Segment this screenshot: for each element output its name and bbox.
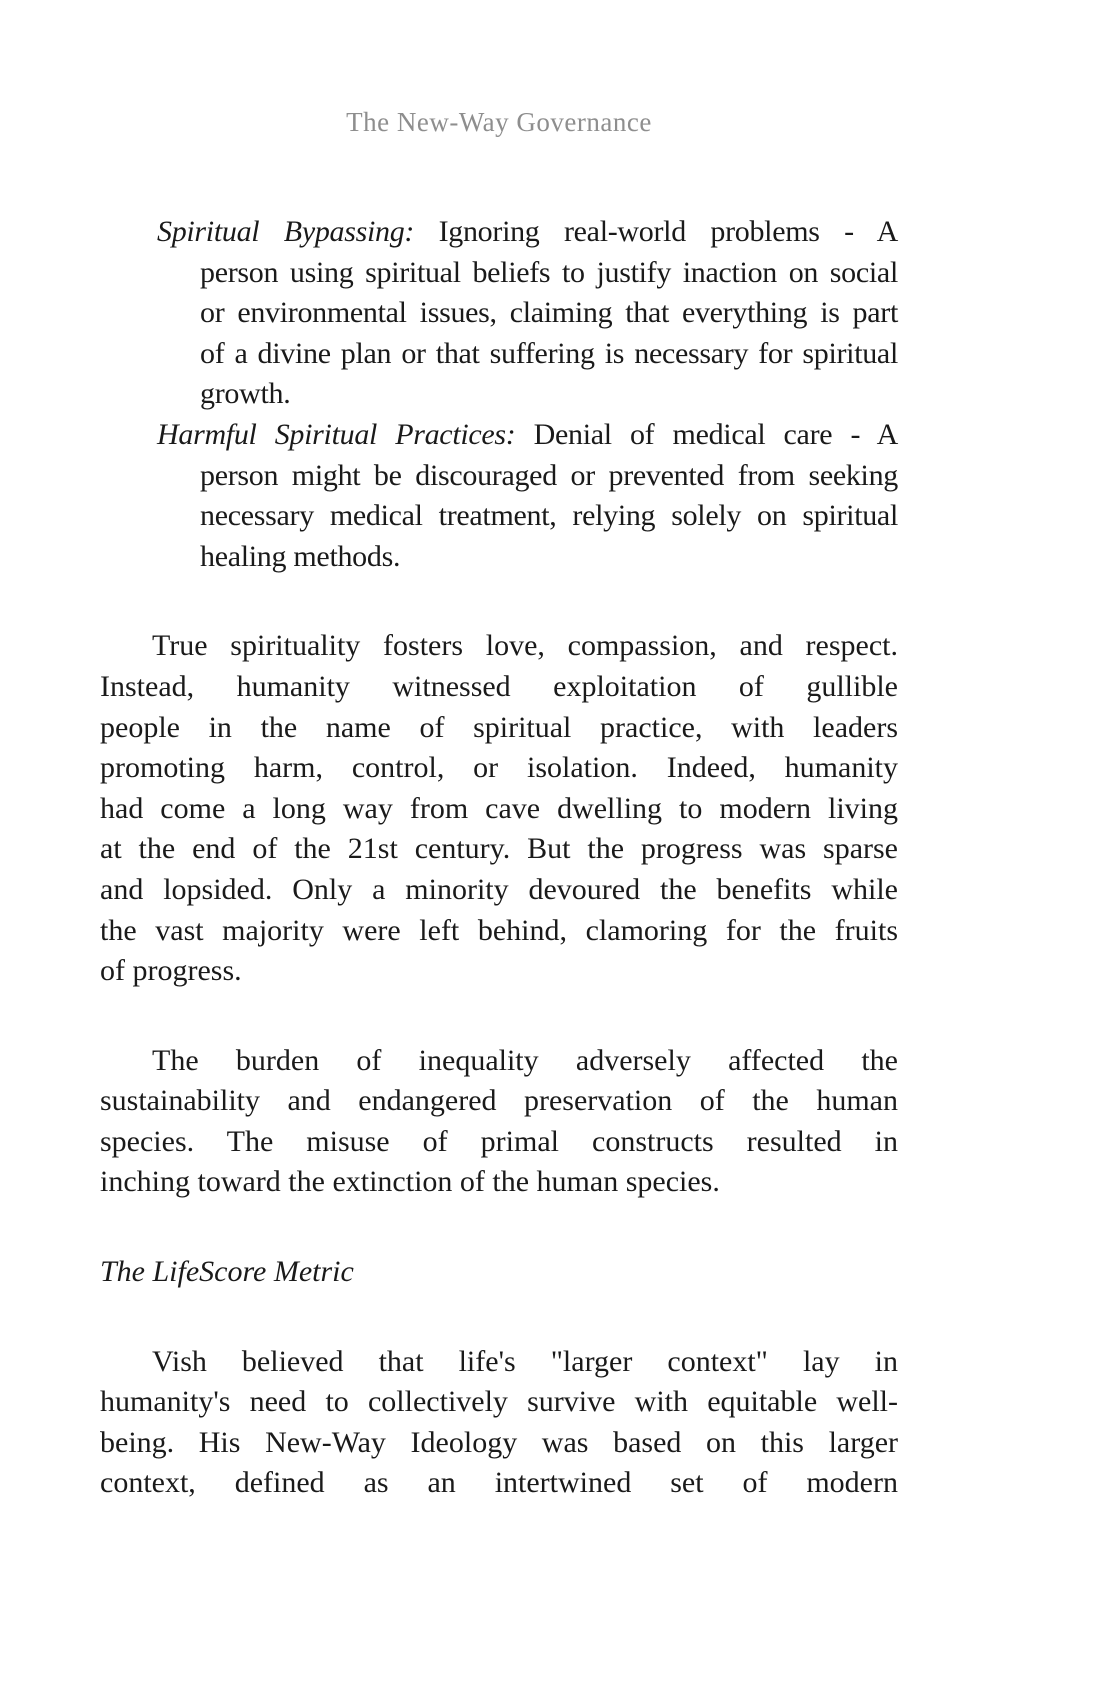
text-line: necessary medical treatment, relying solely on spiritual bbox=[200, 499, 898, 533]
text-line: growth. bbox=[200, 377, 291, 411]
text-line: of a divine plan or that suffering is necessary for spiritual bbox=[200, 336, 898, 370]
text-line: had come a long way from cave dwelling to modern living bbox=[100, 791, 898, 825]
text-line: True spirituality fosters love, compassion, and respect. bbox=[152, 629, 898, 663]
text-line: people in the name of spiritual practice, with leaders bbox=[100, 710, 898, 744]
paragraph bbox=[100, 626, 898, 991]
text-line: promoting harm, control, or isolation. Indeed, humanity bbox=[100, 751, 898, 785]
definition-term: Spiritual Bypassing: bbox=[157, 215, 415, 248]
text-line: The burden of inequality adversely affected the bbox=[152, 1043, 898, 1077]
section-heading: The LifeScore Metric bbox=[100, 1255, 354, 1289]
text-line: being. His New-Way Ideology was based on this larger bbox=[100, 1425, 898, 1459]
definition-term: Harmful Spiritual Practices: bbox=[157, 417, 516, 451]
paragraph bbox=[100, 1342, 898, 1504]
definition-list bbox=[100, 212, 898, 577]
text-line: healing methods. bbox=[200, 539, 401, 573]
text-line: person using spiritual beliefs to justify inaction on social bbox=[200, 255, 898, 289]
text-line: of progress. bbox=[100, 954, 242, 988]
running-header: The New-Way Governance bbox=[346, 107, 652, 137]
text-line: humanity's need to collectively survive with equitable well- bbox=[100, 1385, 898, 1419]
text-line: at the end of the 21st century. But the progress was sparse bbox=[100, 832, 898, 866]
text-line: the vast majority were left behind, clamoring for the fruits bbox=[100, 913, 898, 947]
text-line: context, defined as an intertwined set of modern bbox=[100, 1466, 898, 1500]
text-line: species. The misuse of primal constructs resulted in bbox=[100, 1124, 898, 1158]
page-body bbox=[100, 212, 898, 1504]
text-line: or environmental issues, claiming that everything is part bbox=[200, 296, 898, 330]
paragraph bbox=[100, 1041, 898, 1203]
text-line: and lopsided. Only a minority devoured the benefits while bbox=[100, 872, 898, 906]
text-line: inching toward the extinction of the human species. bbox=[100, 1165, 720, 1199]
text-line: person might be discouraged or prevented from seeking bbox=[200, 458, 898, 492]
text-line: Instead, humanity witnessed exploitation of gullible bbox=[100, 669, 898, 703]
text-line: Vish believed that life's "larger context" lay in bbox=[152, 1344, 898, 1378]
text-line: Harmful Spiritual Practices: Denial of medical care - A bbox=[157, 417, 898, 451]
text-line: Spiritual Bypassing: Ignoring real-world problems - A bbox=[157, 215, 898, 248]
text-line: sustainability and endangered preservation of the human bbox=[100, 1084, 898, 1118]
